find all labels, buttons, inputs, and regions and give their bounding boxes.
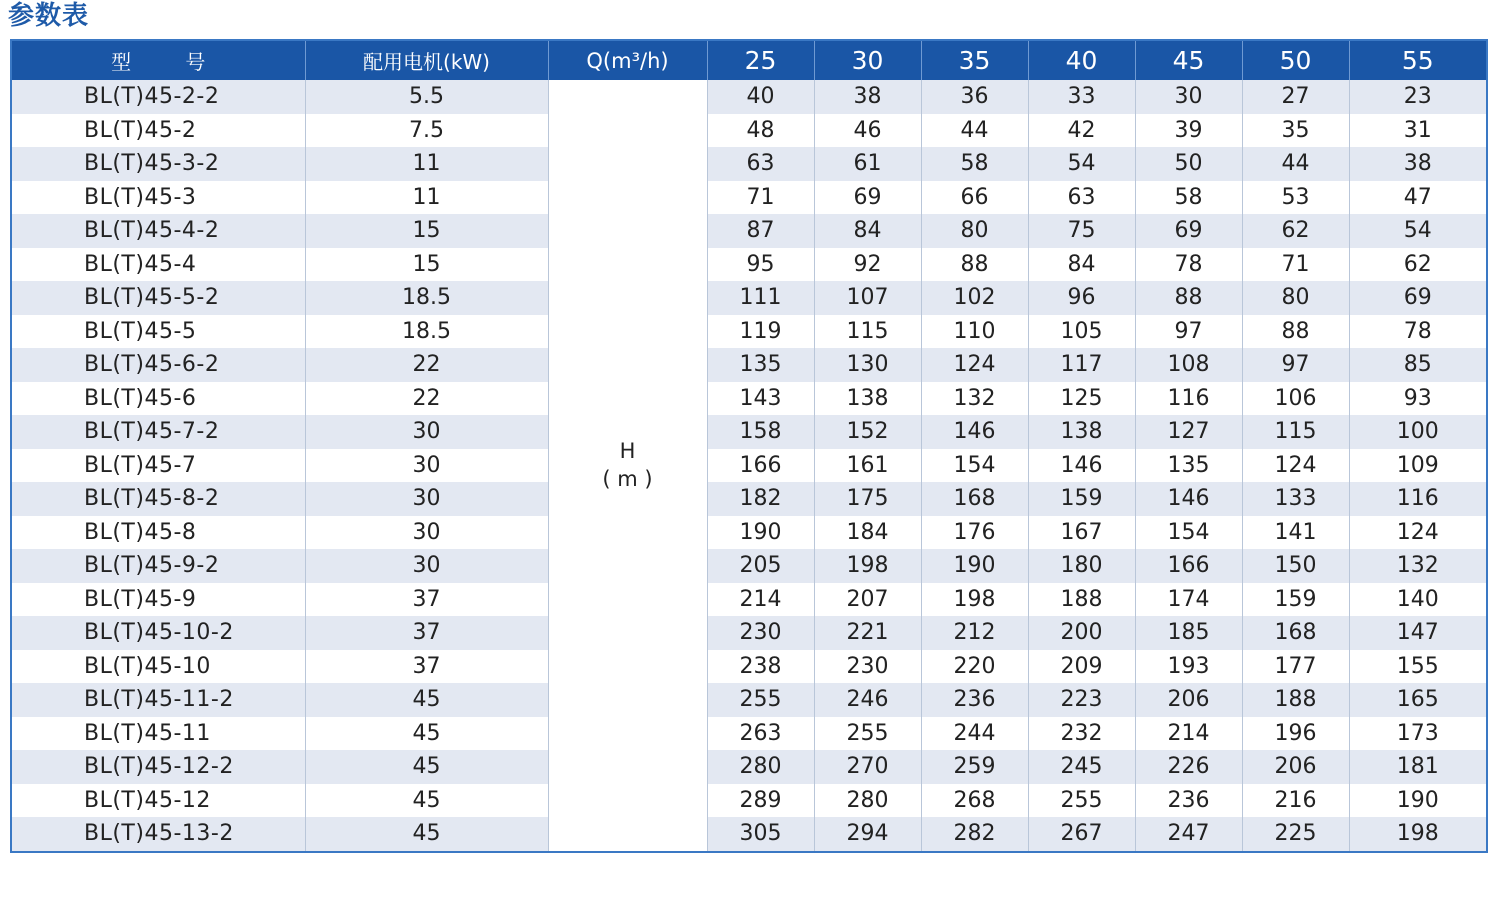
head-value-cell: 124 [1349,516,1486,550]
head-value-cell: 42 [1028,114,1135,148]
head-value-cell: 39 [1135,114,1242,148]
motor-power-cell: 5.5 [305,80,548,114]
head-value-cell: 193 [1135,650,1242,684]
head-value-cell: 33 [1028,80,1135,114]
model-cell: BL(T)45-6-2 [12,348,305,382]
header-flow-value: 25 [707,41,814,80]
head-value-cell: 259 [921,750,1028,784]
head-value-cell: 88 [1135,281,1242,315]
model-cell: BL(T)45-9 [12,583,305,617]
head-value-cell: 62 [1242,214,1349,248]
head-value-cell: 225 [1242,817,1349,851]
head-value-cell: 116 [1135,382,1242,416]
head-value-cell: 48 [707,114,814,148]
head-value-cell: 238 [707,650,814,684]
head-value-cell: 109 [1349,449,1486,483]
head-label-cell [548,80,707,851]
model-cell: BL(T)45-10 [12,650,305,684]
head-value-cell: 220 [921,650,1028,684]
head-value-cell: 132 [1349,549,1486,583]
head-value-cell: 69 [1135,214,1242,248]
head-value-cell: 159 [1242,583,1349,617]
motor-power-cell: 45 [305,750,548,784]
motor-power-cell: 30 [305,449,548,483]
head-value-cell: 206 [1135,683,1242,717]
motor-power-cell: 11 [305,181,548,215]
head-value-cell: 147 [1349,616,1486,650]
head-value-cell: 154 [921,449,1028,483]
head-value-cell: 63 [707,147,814,181]
head-value-cell: 174 [1135,583,1242,617]
table-row [12,750,1486,784]
header-flow-value: 30 [814,41,921,80]
head-value-cell: 27 [1242,80,1349,114]
header-model: 型 号 [12,41,305,80]
head-value-cell: 108 [1135,348,1242,382]
header-flow-value: 45 [1135,41,1242,80]
head-value-cell: 255 [1028,784,1135,818]
head-value-cell: 289 [707,784,814,818]
head-value-cell: 66 [921,181,1028,215]
head-value-cell: 146 [1135,482,1242,516]
head-value-cell: 212 [921,616,1028,650]
head-value-cell: 58 [921,147,1028,181]
head-value-cell: 53 [1242,181,1349,215]
page-title: 参数表 [8,1,90,31]
head-value-cell: 92 [814,248,921,282]
head-value-cell: 140 [1349,583,1486,617]
head-value-cell: 71 [707,181,814,215]
head-value-cell: 255 [707,683,814,717]
head-value-cell: 207 [814,583,921,617]
head-value-cell: 190 [921,549,1028,583]
head-value-cell: 95 [707,248,814,282]
table-header [12,41,1486,80]
head-value-cell: 205 [707,549,814,583]
head-value-cell: 50 [1135,147,1242,181]
head-value-cell: 267 [1028,817,1135,851]
head-value-cell: 280 [707,750,814,784]
model-cell: BL(T)45-2 [12,114,305,148]
model-cell: BL(T)45-6 [12,382,305,416]
table-row [12,650,1486,684]
head-value-cell: 141 [1242,516,1349,550]
head-value-cell: 40 [707,80,814,114]
head-value-cell: 38 [814,80,921,114]
head-value-cell: 124 [1242,449,1349,483]
head-value-cell: 35 [1242,114,1349,148]
head-value-cell: 61 [814,147,921,181]
motor-power-cell: 45 [305,717,548,751]
head-value-cell: 85 [1349,348,1486,382]
head-value-cell: 69 [1349,281,1486,315]
parameter-table-container [10,39,1488,853]
table-row [12,482,1486,516]
parameter-table [12,41,1486,851]
table-row [12,784,1486,818]
table-row [12,181,1486,215]
model-cell: BL(T)45-12 [12,784,305,818]
motor-power-cell: 18.5 [305,281,548,315]
head-value-cell: 158 [707,415,814,449]
head-value-cell: 165 [1349,683,1486,717]
head-value-cell: 198 [1349,817,1486,851]
motor-power-cell: 30 [305,549,548,583]
model-cell: BL(T)45-11 [12,717,305,751]
head-value-cell: 246 [814,683,921,717]
motor-power-cell: 22 [305,382,548,416]
motor-power-cell: 18.5 [305,315,548,349]
table-body [12,80,1486,851]
table-row [12,549,1486,583]
head-value-cell: 88 [1242,315,1349,349]
table-row [12,616,1486,650]
table-row [12,114,1486,148]
head-value-cell: 44 [921,114,1028,148]
head-value-cell: 173 [1349,717,1486,751]
table-row [12,348,1486,382]
head-value-cell: 84 [814,214,921,248]
head-value-cell: 47 [1349,181,1486,215]
head-value-cell: 125 [1028,382,1135,416]
head-value-cell: 244 [921,717,1028,751]
table-row [12,281,1486,315]
head-value-cell: 168 [921,482,1028,516]
model-cell: BL(T)45-3-2 [12,147,305,181]
head-value-cell: 175 [814,482,921,516]
head-value-cell: 188 [1242,683,1349,717]
table-row [12,817,1486,851]
head-value-cell: 305 [707,817,814,851]
head-value-cell: 206 [1242,750,1349,784]
head-value-cell: 36 [921,80,1028,114]
head-value-cell: 116 [1349,482,1486,516]
head-value-cell: 255 [814,717,921,751]
head-value-cell: 143 [707,382,814,416]
model-cell: BL(T)45-4-2 [12,214,305,248]
table-row [12,717,1486,751]
head-value-cell: 166 [707,449,814,483]
head-value-cell: 167 [1028,516,1135,550]
head-value-cell: 214 [1135,717,1242,751]
head-value-cell: 177 [1242,650,1349,684]
head-value-cell: 62 [1349,248,1486,282]
head-value-cell: 115 [1242,415,1349,449]
head-value-cell: 294 [814,817,921,851]
head-value-cell: 135 [707,348,814,382]
model-cell: BL(T)45-8-2 [12,482,305,516]
head-value-cell: 247 [1135,817,1242,851]
motor-power-cell: 11 [305,147,548,181]
header-flow-value: 35 [921,41,1028,80]
head-value-cell: 78 [1135,248,1242,282]
model-cell: BL(T)45-2-2 [12,80,305,114]
head-value-cell: 138 [1028,415,1135,449]
head-value-cell: 69 [814,181,921,215]
head-value-cell: 168 [1242,616,1349,650]
head-value-cell: 54 [1028,147,1135,181]
motor-power-cell: 37 [305,616,548,650]
model-cell: BL(T)45-13-2 [12,817,305,851]
head-value-cell: 226 [1135,750,1242,784]
model-cell: BL(T)45-12-2 [12,750,305,784]
head-value-cell: 30 [1135,80,1242,114]
table-row [12,415,1486,449]
model-cell: BL(T)45-7 [12,449,305,483]
head-value-cell: 102 [921,281,1028,315]
table-row [12,147,1486,181]
header-flow-value: 40 [1028,41,1135,80]
model-cell: BL(T)45-9-2 [12,549,305,583]
head-value-cell: 133 [1242,482,1349,516]
head-value-cell: 270 [814,750,921,784]
head-value-cell: 46 [814,114,921,148]
head-value-cell: 138 [814,382,921,416]
head-value-cell: 107 [814,281,921,315]
table-row [12,683,1486,717]
head-value-cell: 209 [1028,650,1135,684]
model-cell: BL(T)45-4 [12,248,305,282]
head-value-cell: 159 [1028,482,1135,516]
head-value-cell: 110 [921,315,1028,349]
motor-power-cell: 7.5 [305,114,548,148]
head-value-cell: 71 [1242,248,1349,282]
head-value-cell: 87 [707,214,814,248]
head-value-cell: 23 [1349,80,1486,114]
head-value-cell: 236 [1135,784,1242,818]
header-motor: 配用电机(kW) [305,41,548,80]
head-value-cell: 182 [707,482,814,516]
head-value-cell: 181 [1349,750,1486,784]
head-value-cell: 155 [1349,650,1486,684]
head-value-cell: 117 [1028,348,1135,382]
model-cell: BL(T)45-3 [12,181,305,215]
model-cell: BL(T)45-10-2 [12,616,305,650]
header-flow: Q(m³/h) [548,41,707,80]
head-value-cell: 44 [1242,147,1349,181]
head-value-cell: 223 [1028,683,1135,717]
head-value-cell: 185 [1135,616,1242,650]
motor-power-cell: 30 [305,482,548,516]
table-row [12,583,1486,617]
table-row [12,80,1486,114]
header-flow-value: 55 [1349,41,1486,80]
motor-power-cell: 15 [305,214,548,248]
model-cell: BL(T)45-5 [12,315,305,349]
header-row [12,41,1486,80]
motor-power-cell: 45 [305,817,548,851]
table-row [12,449,1486,483]
head-value-cell: 97 [1135,315,1242,349]
head-value-cell: 132 [921,382,1028,416]
motor-power-cell: 37 [305,583,548,617]
head-value-cell: 96 [1028,281,1135,315]
head-value-cell: 93 [1349,382,1486,416]
head-value-cell: 221 [814,616,921,650]
head-value-cell: 282 [921,817,1028,851]
model-cell: BL(T)45-11-2 [12,683,305,717]
head-value-cell: 106 [1242,382,1349,416]
table-row [12,214,1486,248]
head-value-cell: 268 [921,784,1028,818]
head-value-cell: 115 [814,315,921,349]
head-value-cell: 88 [921,248,1028,282]
model-cell: BL(T)45-5-2 [12,281,305,315]
motor-power-cell: 30 [305,516,548,550]
head-value-cell: 111 [707,281,814,315]
head-value-cell: 230 [707,616,814,650]
head-value-cell: 58 [1135,181,1242,215]
head-value-cell: 196 [1242,717,1349,751]
motor-power-cell: 30 [305,415,548,449]
head-value-cell: 75 [1028,214,1135,248]
head-value-cell: 166 [1135,549,1242,583]
head-value-cell: 190 [1349,784,1486,818]
head-value-cell: 214 [707,583,814,617]
head-value-cell: 200 [1028,616,1135,650]
head-value-cell: 188 [1028,583,1135,617]
head-value-cell: 54 [1349,214,1486,248]
head-value-cell: 263 [707,717,814,751]
head-value-cell: 84 [1028,248,1135,282]
head-value-cell: 80 [1242,281,1349,315]
table-row [12,516,1486,550]
motor-power-cell: 22 [305,348,548,382]
head-value-cell: 146 [1028,449,1135,483]
head-value-cell: 105 [1028,315,1135,349]
motor-power-cell: 15 [305,248,548,282]
head-value-cell: 216 [1242,784,1349,818]
head-value-cell: 100 [1349,415,1486,449]
head-value-cell: 119 [707,315,814,349]
head-value-cell: 127 [1135,415,1242,449]
head-value-cell: 130 [814,348,921,382]
head-value-cell: 245 [1028,750,1135,784]
head-value-cell: 180 [1028,549,1135,583]
head-value-cell: 124 [921,348,1028,382]
motor-power-cell: 45 [305,683,548,717]
head-value-cell: 78 [1349,315,1486,349]
head-label-unit: ( m ) [602,467,653,492]
head-value-cell: 161 [814,449,921,483]
table-row [12,382,1486,416]
head-value-cell: 280 [814,784,921,818]
head-value-cell: 80 [921,214,1028,248]
head-value-cell: 63 [1028,181,1135,215]
head-value-cell: 230 [814,650,921,684]
head-value-cell: 198 [814,549,921,583]
head-value-cell: 31 [1349,114,1486,148]
head-value-cell: 198 [921,583,1028,617]
head-value-cell: 150 [1242,549,1349,583]
motor-power-cell: 45 [305,784,548,818]
table-row [12,315,1486,349]
model-cell: BL(T)45-7-2 [12,415,305,449]
header-flow-value: 50 [1242,41,1349,80]
head-value-cell: 232 [1028,717,1135,751]
head-value-cell: 146 [921,415,1028,449]
head-value-cell: 236 [921,683,1028,717]
head-value-cell: 97 [1242,348,1349,382]
head-value-cell: 184 [814,516,921,550]
motor-power-cell: 37 [305,650,548,684]
head-value-cell: 154 [1135,516,1242,550]
head-value-cell: 38 [1349,147,1486,181]
head-value-cell: 190 [707,516,814,550]
table-row [12,248,1486,282]
model-cell: BL(T)45-8 [12,516,305,550]
head-value-cell: 152 [814,415,921,449]
head-label-symbol: H [619,439,636,464]
head-value-cell: 135 [1135,449,1242,483]
head-value-cell: 176 [921,516,1028,550]
